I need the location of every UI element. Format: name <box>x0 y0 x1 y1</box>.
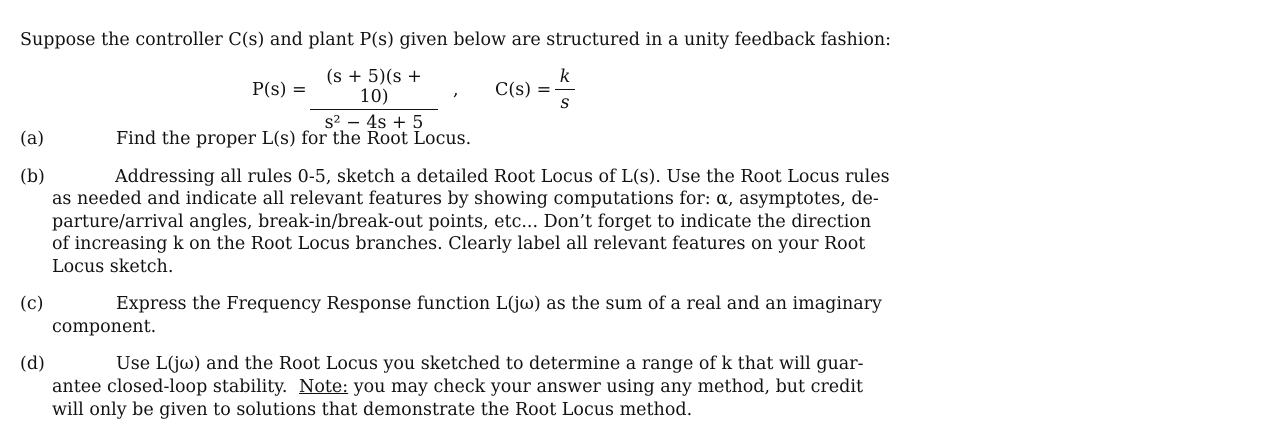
part-c-line-1: Express the Frequency Response function L(jω) as the sum of a real and an imaginary <box>116 294 882 314</box>
part-b-line-1: Addressing all rules 0-5, sketch a detailed Root Locus of L(s). Use the Root Locus rules <box>115 167 890 187</box>
controller-numerator: k <box>559 67 571 87</box>
plant-denominator: s² − 4s + 5 <box>324 113 424 133</box>
part-d-line-2-start: antee closed-loop stability. <box>52 377 288 397</box>
part-b-line-5: Locus sketch. <box>52 257 174 277</box>
plant-fraction <box>310 67 438 133</box>
equation-separator: , <box>453 80 459 100</box>
intro-text: Suppose the controller C(s) and plant P(s) given below are structured in a unity feedback fashion: <box>20 30 892 50</box>
part-d-line-1: Use L(jω) and the Root Locus you sketched to determine a range of k that will guar- <box>116 354 864 374</box>
part-d-line-3: will only be given to solutions that demonstrate the Root Locus method. <box>52 400 693 420</box>
part-c-label: (c) <box>20 294 44 314</box>
part-b-line-4: of increasing k on the Root Locus branches. Clearly label all relevant features on your Root <box>52 234 866 254</box>
controller-lhs: C(s) = <box>495 80 552 100</box>
part-a-label: (a) <box>20 129 45 149</box>
note-label: Note: <box>299 377 349 397</box>
plant-lhs: P(s) = <box>252 80 307 100</box>
part-c-line-2: component. <box>52 317 157 337</box>
controller-denominator: s <box>560 93 570 113</box>
controller-fraction <box>555 67 575 113</box>
part-d-label: (d) <box>20 354 45 374</box>
part-b-line-3: parture/arrival angles, break-in/break-out points, etc... Don’t forget to indicate the direction <box>52 212 872 232</box>
part-a-line-1: Find the proper L(s) for the Root Locus. <box>116 129 472 149</box>
part-b-label: (b) <box>20 167 45 187</box>
plant-numerator: (s + 5)(s + 10) <box>326 67 422 107</box>
plant-fraction-bar <box>310 109 438 110</box>
controller-fraction-bar <box>555 89 575 90</box>
part-b-line-2: as needed and indicate all relevant features by showing computations for: α, asymptotes, de- <box>52 189 879 209</box>
part-d-line-2 <box>52 377 863 397</box>
part-d-line-2-rest: you may check your answer using any method, but credit <box>348 377 863 397</box>
